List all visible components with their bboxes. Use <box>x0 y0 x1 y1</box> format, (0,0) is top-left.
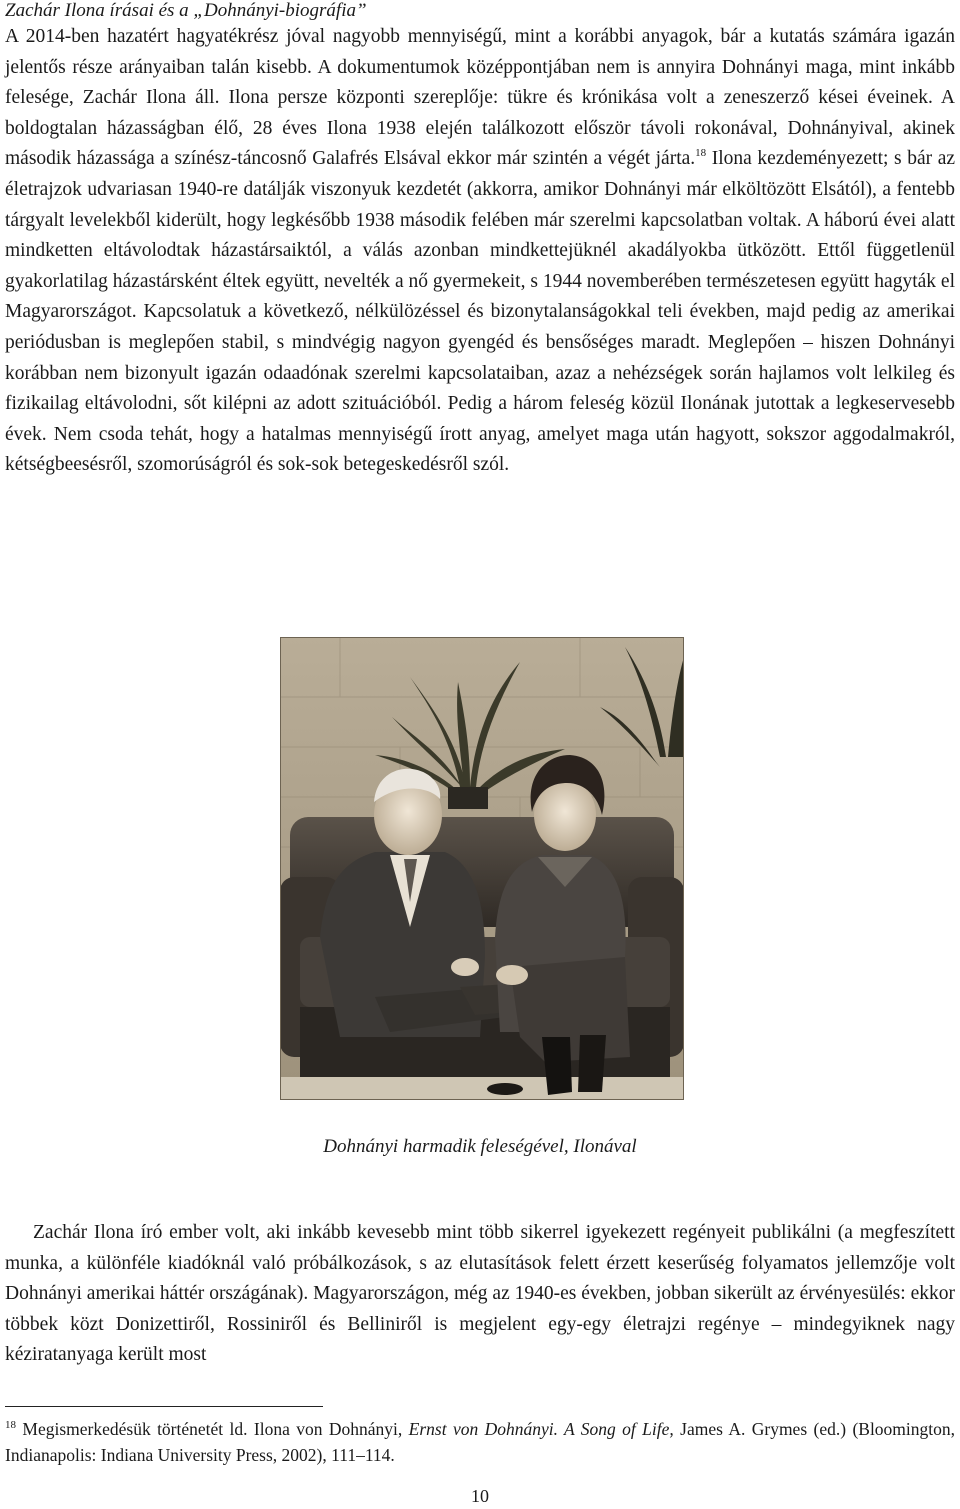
body-paragraph-1 <box>5 22 955 481</box>
footnote-text-a: Megismerkedésük történetét ld. Ilona von Dohnányi, <box>22 1419 409 1439</box>
paragraph-1-text-a: A 2014-ben hazatért hagyatékrész jóval nagyobb mennyiségű, mint a korábbi anyagok, bár a kutatás számára igazán jelentős része arányaiban talán kisebb. A dokumentumok középpontjában nem is annyira Dohnányi maga, mint inkább felesége, Zachár Ilona áll. Ilona persze központi szereplője: tükre és krónikása volt a zeneszerző kései éveinek. A boldogtalan házasságban élő, 28 éves Ilona 1938 elején találkozott először távoli rokonával, Dohnányival, akinek második házassága a színész-táncosnő Galafrés Elsával ekkor már szintén a végét járta. <box>5 26 955 170</box>
footnote-number: 18 <box>5 1419 16 1431</box>
footnote-text-b: James A. Grymes (ed.) (Bloomington, Indianapolis: Indiana University Press, 2002), 111–114. <box>5 1419 956 1465</box>
footnote-reference[interactable]: 18 <box>695 147 707 160</box>
footnote-book-title: Ernst von Dohnányi. A Song of Life, <box>408 1419 674 1439</box>
photograph-dohnanyi-and-ilona <box>280 637 684 1100</box>
page-number: 10 <box>471 1486 489 1506</box>
figure-caption: Dohnányi harmadik feleségével, Ilonával <box>323 1136 637 1157</box>
footnote-separator <box>5 1406 323 1407</box>
body-paragraph-2: Zachár Ilona író ember volt, aki inkább kevesebb mint több sikerrel igyekezett regényeit publikálni (a megfeszített munka, a különféle kiadóknál való próbálkozások, s az elutasítások felett érzett keserűség folyamatos jellemzője volt Dohnányi amerikai háttér országának). Magyarországon, még az 1940-es években, jobban sikerült az érvényesülés: ekkor többek közt Donizettiről, Rossiniről és Belliniről is megjelent egy-egy életrajzi regénye – mindegyiknek nagy kéziratanyaga került most <box>5 1222 955 1366</box>
paragraph-1-text-b: Ilona kezdeményezett; s bár az életrajzok udvariasan 1940-re datálják viszonyuk kezdetét (akkorra, amikor Dohnányi már elköltözött Elsától), a fentebb tárgyalt levelekből kiderült, hogy legkésőbb 1938 második felében már szerelmi kapcsolatban voltak. A háború évei alatt mindketten eltávolodtak házastársaiktól, a válás azonban mindkettejüknél akadályokba ütközött. Ettől függetlenül gyakorlatilag házastársként éltek együtt, nevelték a nő gyermekeit, s 1944 novemberében természetesen együtt hagyták el Magyarországot. Kapcsolatuk a következő, nélkülözéssel és bizonytalanságokkal teli években, majd pedig az amerikai periódusban is meglepően stabil, s mindvégig nagyon gyengéd és bensőséges maradt. Meglepően – hiszen Dohnányi korábban nem bizonyult igazán odaadónak szerelmi kapcsolataiban, azaz a nehézségek során hajlamos volt lelkileg és fizikailag eltávolodni, sőt kilépni az adott szituációból. Pedig a három feleség közül Ilonának jutottak a legkeservesebb évek. Nem csoda tehát, hogy a hatalmas mennyiségű írott anyag, amelyet maga után hagyott, sokszor aggodalmakról, kétségbeesésről, szomorúságról és sok-sok betegeskedésről szól. <box>5 148 956 476</box>
footnote-18 <box>5 1416 955 1468</box>
running-title: Zachár Ilona írásai és a „Dohnányi-biográfia” <box>5 0 367 21</box>
